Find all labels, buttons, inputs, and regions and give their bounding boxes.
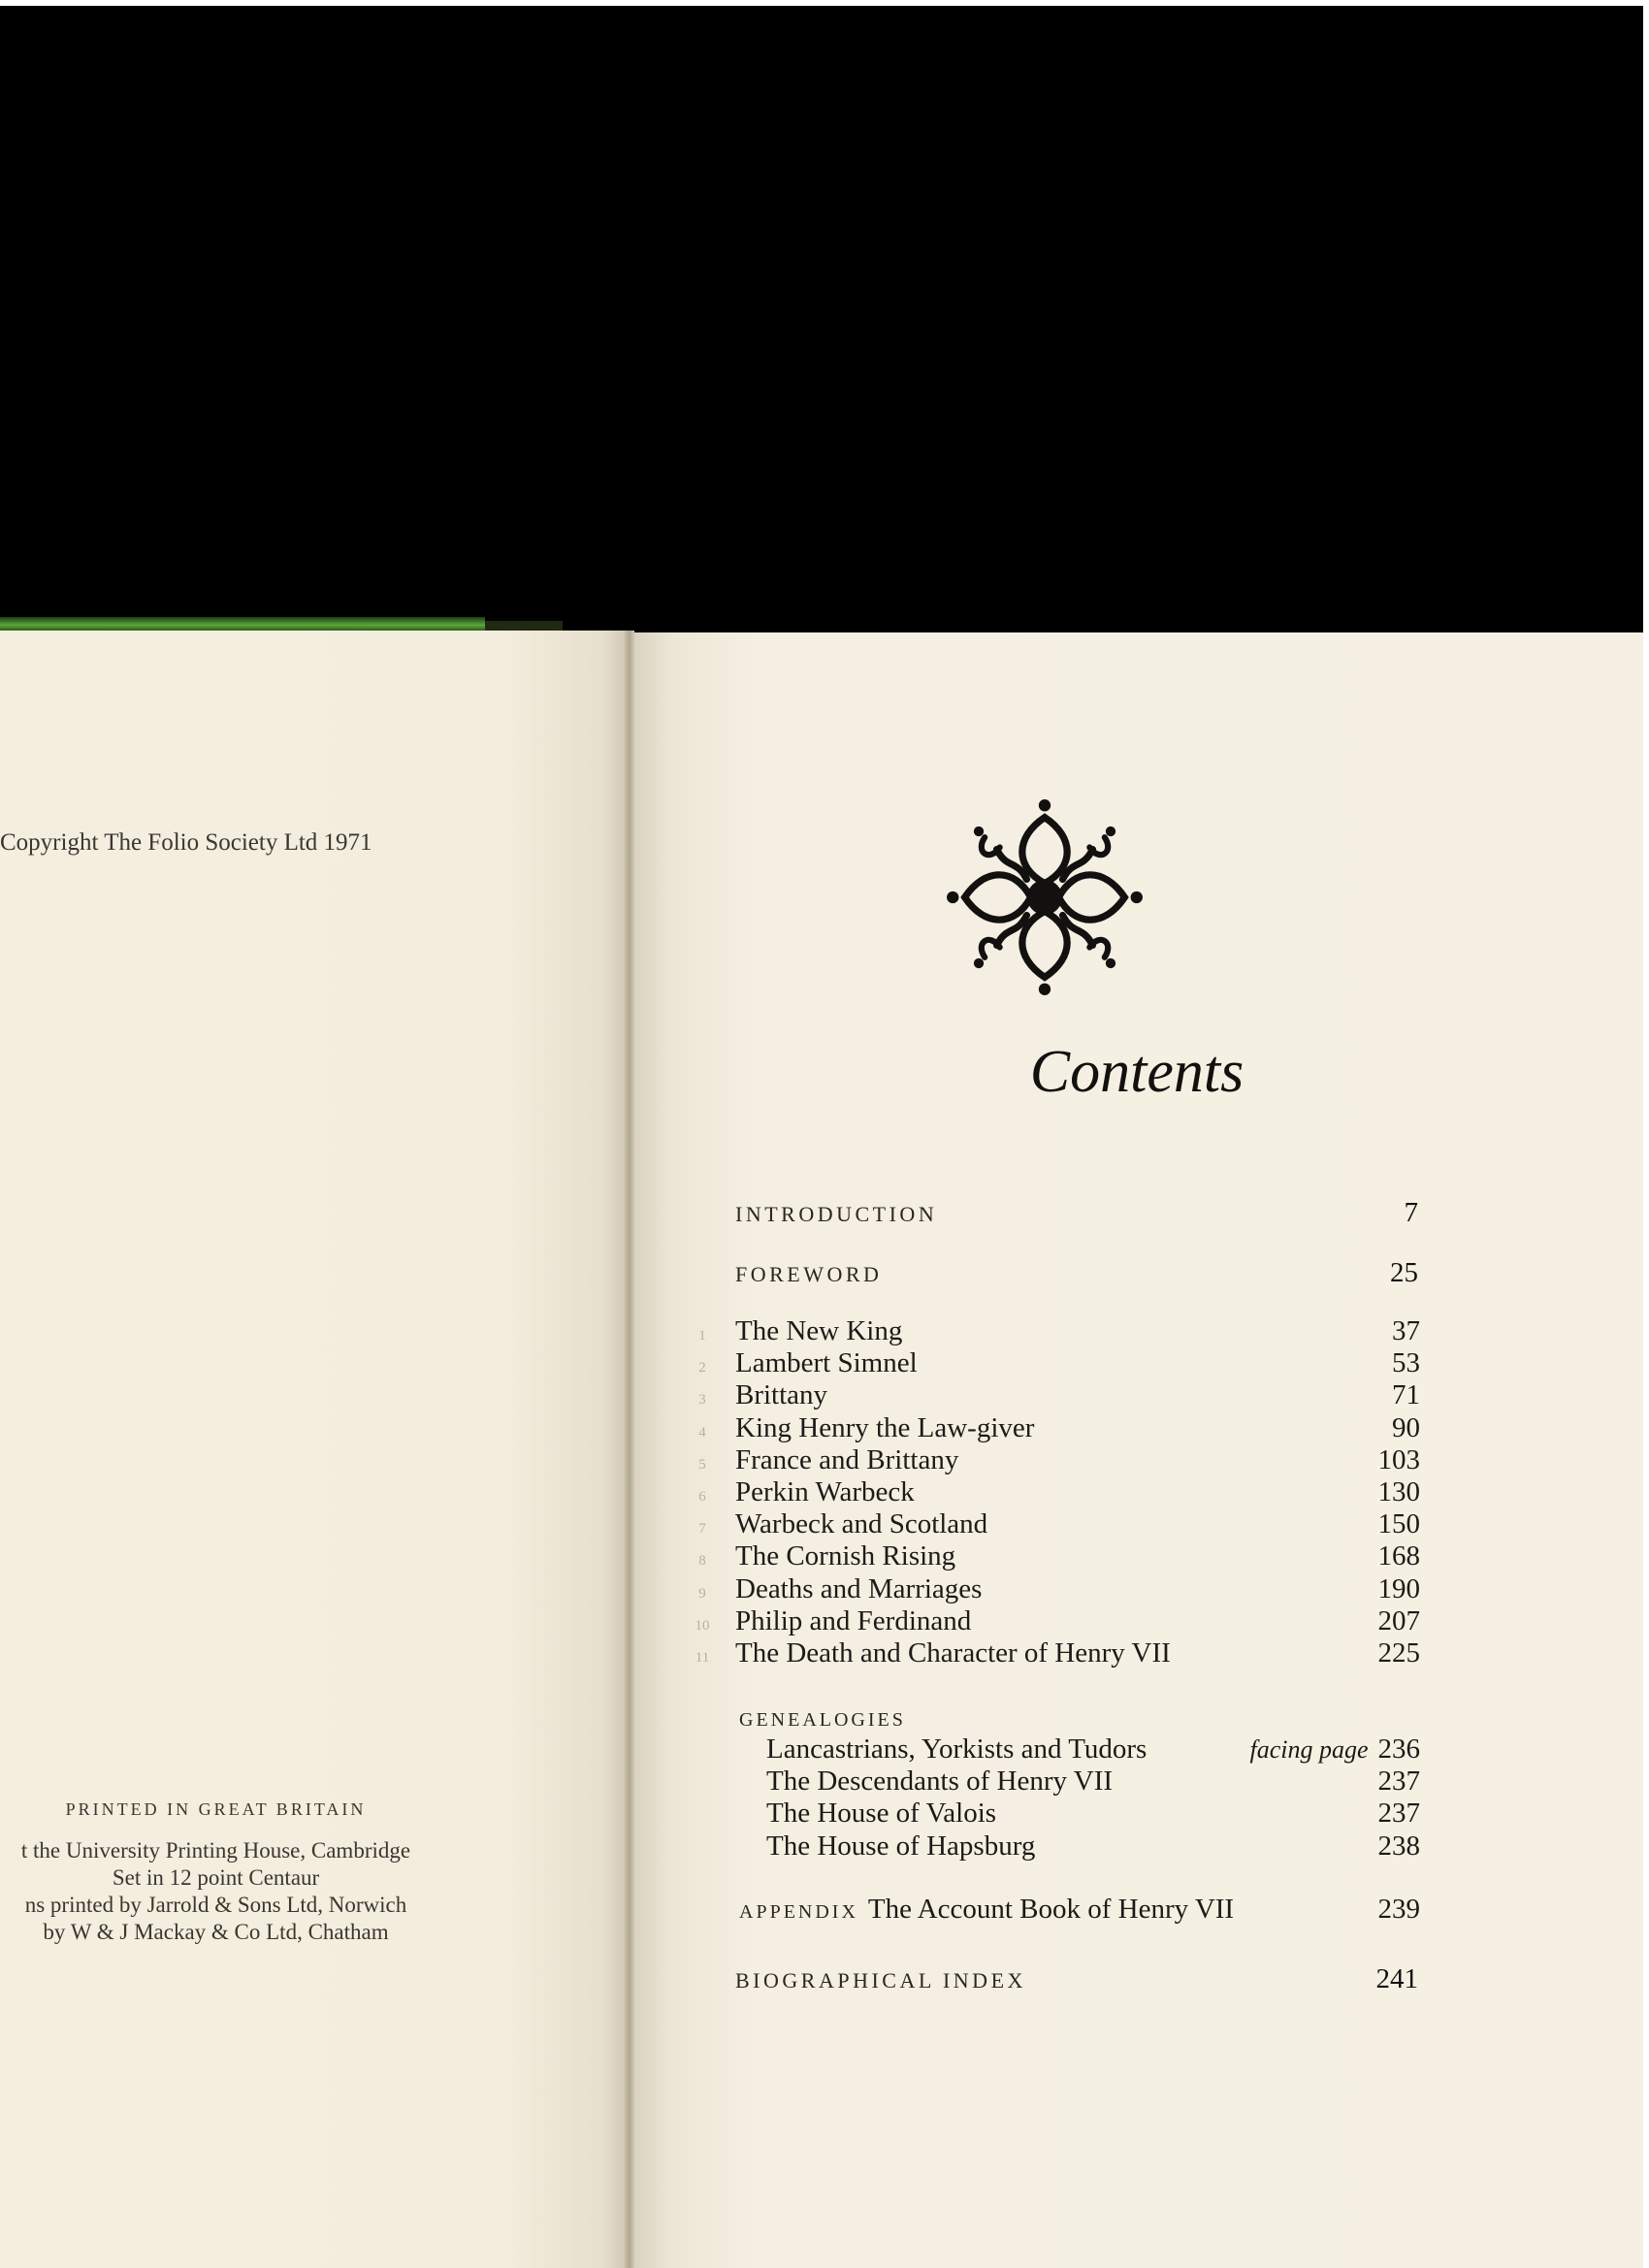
chapter-title: Deaths and Marriages — [735, 1572, 983, 1604]
imprint-heading: PRINTED IN GREAT BRITAIN — [65, 1799, 367, 1819]
chapter-number: 9 — [698, 1585, 706, 1602]
imprint-line: t the University Printing House, Cambridge — [20, 1838, 411, 1863]
chapter-entry[interactable] — [669, 1444, 1420, 1476]
chapter-page: 168 — [1377, 1540, 1420, 1572]
toc-page-number: 241 — [1375, 1963, 1418, 1994]
genealogy-note: facing page — [1249, 1735, 1369, 1764]
chapter-entry[interactable] — [669, 1412, 1420, 1444]
book-cover-edge — [0, 617, 485, 631]
chapter-title: Perkin Warbeck — [735, 1475, 915, 1507]
appendix-title: The Account Book of Henry VII — [867, 1894, 1235, 1925]
chapter-page: 53 — [1392, 1347, 1420, 1379]
chapter-page: 207 — [1377, 1604, 1420, 1636]
genealogy-page: 236 — [1377, 1733, 1420, 1765]
chapter-number: 5 — [698, 1456, 706, 1473]
appendix-label: APPENDIX — [739, 1901, 858, 1923]
chapter-title: The New King — [735, 1315, 903, 1346]
toc-page-number: 7 — [1404, 1197, 1418, 1228]
genealogy-title: The House of Hapsburg — [766, 1830, 1036, 1862]
chapter-entry[interactable] — [669, 1540, 1420, 1572]
genealogy-page: 238 — [1377, 1830, 1420, 1862]
scanner-background — [0, 0, 1649, 631]
toc-introduction[interactable] — [735, 1197, 1418, 1229]
chapter-page: 130 — [1377, 1475, 1420, 1507]
chapter-number: 8 — [698, 1553, 706, 1570]
toc-foreword[interactable] — [735, 1257, 1418, 1289]
chapter-number: 2 — [698, 1360, 706, 1377]
toc-section-label: INTRODUCTION — [735, 1202, 938, 1226]
chapter-number: 11 — [695, 1649, 710, 1666]
genealogy-title: Lancastrians, Yorkists and Tudors — [766, 1733, 1148, 1765]
chapter-title: The Death and Character of Henry VII — [735, 1636, 1171, 1669]
chapter-page: 150 — [1377, 1508, 1420, 1540]
genealogy-entry[interactable] — [766, 1766, 1420, 1798]
printer-imprint — [0, 1799, 432, 1946]
genealogy-page: 237 — [1377, 1798, 1420, 1830]
chapter-number: 3 — [698, 1392, 706, 1409]
chapter-entry[interactable] — [669, 1315, 1420, 1347]
chapter-title: Philip and Ferdinand — [735, 1604, 972, 1636]
toc-section-label: FOREWORD — [735, 1262, 883, 1286]
toc-section-label: BIOGRAPHICAL INDEX — [735, 1968, 1026, 1993]
genealogies-list — [766, 1733, 1420, 1863]
chapter-entry[interactable] — [669, 1637, 1420, 1669]
chapter-list — [669, 1315, 1420, 1669]
genealogy-page: 237 — [1377, 1766, 1420, 1798]
copyright-notice: Copyright The Folio Society Ltd 1971 — [0, 829, 372, 856]
imprint-line: by W & J Mackay & Co Ltd, Chatham — [43, 1920, 389, 1944]
chapter-title: Warbeck and Scotland — [735, 1508, 988, 1540]
chapter-number: 7 — [698, 1521, 706, 1538]
genealogy-entry[interactable] — [766, 1733, 1420, 1766]
chapter-page: 90 — [1392, 1411, 1420, 1443]
chapter-entry[interactable] — [669, 1476, 1420, 1508]
chapter-page: 190 — [1377, 1572, 1420, 1604]
chapter-number: 1 — [698, 1328, 706, 1344]
book-gutter — [625, 631, 634, 2268]
imprint-line: ns printed by Jarrold & Sons Ltd, Norwich — [24, 1893, 407, 1917]
left-page — [0, 631, 629, 2268]
genealogy-entry[interactable] — [766, 1798, 1420, 1830]
genealogies-heading: GENEALOGIES — [739, 1709, 906, 1731]
page-title: Contents — [1029, 1039, 1245, 1105]
chapter-title: Brittany — [735, 1379, 828, 1411]
scan-edge — [0, 0, 1649, 6]
chapter-title: Lambert Simnel — [735, 1347, 918, 1379]
genealogy-title: The House of Valois — [766, 1798, 997, 1830]
book-cover-edge-dark — [485, 621, 563, 631]
chapter-entry[interactable] — [669, 1347, 1420, 1379]
genealogy-entry[interactable] — [766, 1831, 1420, 1863]
chapter-entry[interactable] — [669, 1379, 1420, 1411]
toc-page-number: 25 — [1390, 1257, 1418, 1288]
imprint-line: Set in 12 point Centaur — [112, 1865, 320, 1890]
chapter-page: 103 — [1377, 1443, 1420, 1475]
chapter-title: The Cornish Rising — [735, 1540, 956, 1572]
chapter-number: 4 — [698, 1424, 706, 1441]
chapter-page: 71 — [1392, 1379, 1420, 1411]
chapter-page: 37 — [1392, 1315, 1420, 1346]
chapter-title: France and Brittany — [735, 1443, 959, 1475]
toc-appendix[interactable] — [739, 1894, 1420, 1926]
chapter-page: 225 — [1377, 1636, 1420, 1669]
chapter-entry[interactable] — [669, 1508, 1420, 1540]
chapter-entry[interactable] — [669, 1573, 1420, 1605]
genealogy-title: The Descendants of Henry VII — [766, 1766, 1114, 1798]
celtic-knot-ornament-icon — [945, 797, 1145, 997]
scan-edge-right — [1643, 0, 1649, 2268]
chapter-number: 6 — [698, 1488, 706, 1505]
appendix-page: 239 — [1377, 1894, 1420, 1925]
toc-biographical-index[interactable] — [735, 1963, 1418, 1995]
chapter-title: King Henry the Law-giver — [735, 1411, 1035, 1443]
chapter-entry[interactable] — [669, 1605, 1420, 1637]
chapter-number: 10 — [695, 1617, 710, 1634]
